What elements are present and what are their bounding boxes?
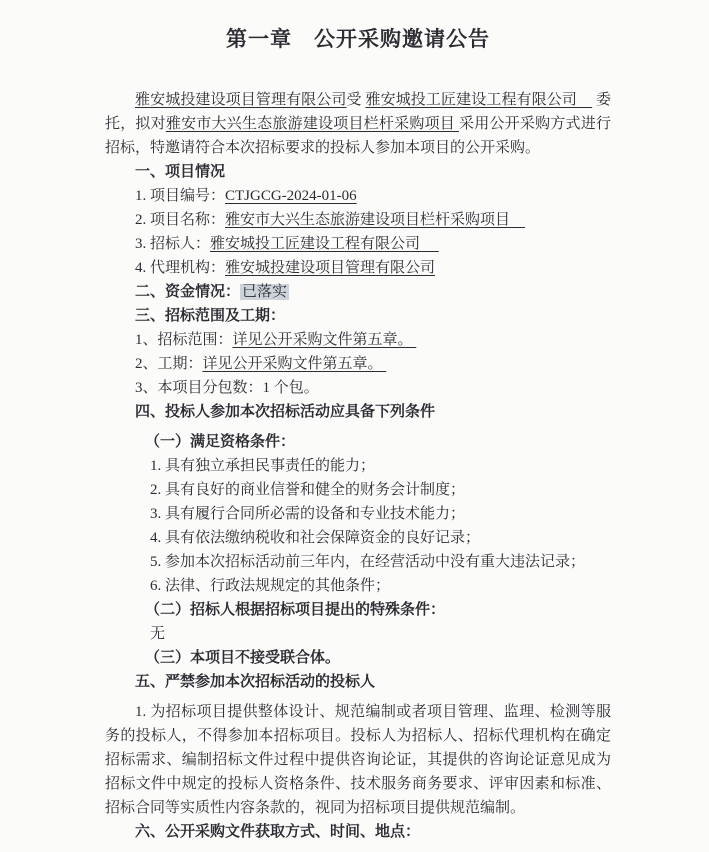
tenderer-row	[105, 232, 611, 256]
section4-heading: 四、投标人参加本次招标活动应具备下列条件	[135, 404, 436, 420]
qualification-item: 3. 具有履行合同所必需的设备和专业技术能力；	[150, 506, 466, 522]
section5-paragraph: 1. 为招标项目提供整体设计、规范编制或者项目管理、监理、检测等服务的投标人，不得参加本招标项目。投标人为招标人、招标代理机构在确定招标需求、编制招标文件过程中提供咨询论证，其提供的咨询论证意见成为招标文件中规定的投标人资格条件、技术服务商务要求、评审因素和标准、招标合同等实质性内容条款的，视同为招标项目提供规范编制。	[105, 704, 611, 816]
project-name-inline: 雅安市大兴生态旅游建设项目栏杆采购项目	[165, 116, 459, 132]
section3-heading: 三、招标范围及工期：	[135, 308, 286, 324]
client-name: 雅安城投工匠建设工程有限公司	[365, 92, 593, 108]
section1-heading: 一、项目情况	[135, 164, 226, 180]
funding-status-highlight: 已落实	[242, 284, 288, 300]
special-conditions-value: 无	[150, 626, 166, 642]
item-value: 雅安城投建设项目管理有限公司	[225, 260, 436, 276]
packages-row	[105, 376, 611, 400]
item-value: 1 个包。	[262, 380, 319, 396]
intro-rest-text: 采用公开采购方式进行招标，特邀请符合本次招标要求的投标人参加本项目的公开采购。	[105, 116, 611, 156]
consortium-sub-heading: （三）本项目不接受联合体。	[145, 650, 341, 666]
special-conditions-sub-heading: （二）招标人根据招标项目提出的特殊条件：	[145, 602, 446, 618]
intro-paragraph	[105, 88, 611, 160]
item-label: 3. 招标人：	[135, 236, 211, 252]
item-value: 详见公开采购文件第五章。	[232, 332, 417, 348]
chapter-title: 第一章 公开采购邀请公告	[226, 27, 490, 51]
duration-row	[105, 352, 611, 376]
item-value: 雅安城投工匠建设工程有限公司	[210, 236, 439, 252]
intro-entrusted-text: 委托，拟对	[105, 92, 611, 132]
qualification-item: 1. 具有独立承担民事责任的能力；	[150, 458, 376, 474]
item-label: 1、招标范围：	[135, 332, 233, 348]
project-name-row	[105, 208, 611, 232]
item-label: 4. 代理机构：	[135, 260, 226, 276]
section2-heading: 二、资金情况：	[135, 284, 241, 300]
qualification-item: 6. 法律、行政法规规定的其他条件；	[150, 578, 391, 594]
item-value: 雅安市大兴生态旅游建设项目栏杆采购项目	[225, 212, 526, 228]
item-value: 详见公开采购文件第五章。	[202, 356, 387, 372]
project-number-row	[105, 184, 611, 208]
funding-row	[105, 280, 611, 304]
qualification-item: 2. 具有良好的商业信誉和健全的财务会计制度；	[150, 482, 466, 498]
item-label: 1. 项目编号：	[135, 188, 226, 204]
intro-received-text: 受	[346, 92, 366, 108]
item-value: CTJGCG-2024-01-06	[225, 188, 357, 204]
scope-row	[105, 328, 611, 352]
item-label: 2、工期：	[135, 356, 203, 372]
qualification-sub-heading: （一）满足资格条件：	[145, 434, 296, 450]
agency-name: 雅安城投建设项目管理有限公司	[135, 92, 347, 108]
section6-heading: 六、公开采购文件获取方式、时间、地点：	[135, 824, 421, 840]
qualification-item: 5. 参加本次招标活动前三年内，在经营活动中没有重大违法记录；	[150, 554, 586, 570]
item-label: 3、本项目分包数：	[135, 380, 263, 396]
section5-heading: 五、严禁参加本次招标活动的投标人	[135, 674, 376, 690]
item-label: 2. 项目名称：	[135, 212, 226, 228]
agent-row	[105, 256, 611, 280]
qualification-item: 4. 具有依法缴纳税收和社会保障资金的良好记录；	[150, 530, 481, 546]
